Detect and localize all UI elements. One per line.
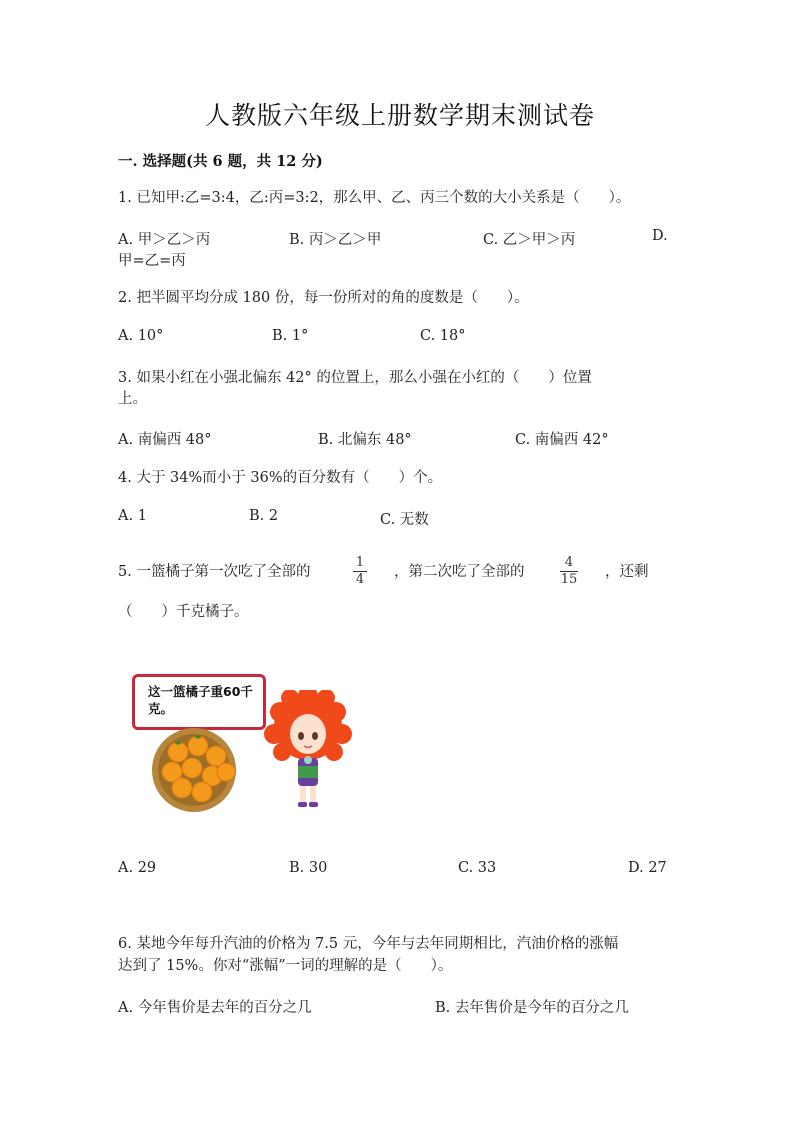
question-3-option-b: B. 北偏东 48° — [318, 432, 412, 448]
question-2-option-c: C. 18° — [420, 328, 466, 344]
question-5-option-d: D. 27 — [628, 860, 667, 876]
question-5-option-c: C. 33 — [458, 860, 497, 876]
question-6-option-a: A. 今年售价是去年的百分之几 — [118, 1000, 312, 1016]
orange-basket-illustration — [148, 722, 240, 814]
question-5-option-a: A. 29 — [118, 860, 157, 876]
question-2-text: 2. 把半圆平均分成 180 份，每一份所对的角的度数是（ ）。 — [118, 290, 529, 306]
question-6-text-line1: 6. 某地今年每升汽油的价格为 7.5 元，今年与去年同期相比，汽油价格的涨幅 — [118, 936, 619, 952]
page-title: 人教版六年级上册数学期末测试卷 — [204, 101, 595, 130]
question-1-option-d-label: D. — [652, 228, 668, 244]
question-3-option-c: C. 南偏西 42° — [515, 432, 609, 448]
question-1-option-b: B. 丙＞乙＞甲 — [289, 232, 382, 248]
fraction-four-fifteenths — [560, 556, 578, 587]
question-5-text-part3: ，还剩 — [605, 564, 649, 580]
question-5-text-part1: 5. 一篮橘子第一次吃了全部的 — [118, 564, 311, 580]
question-3-text-line2: 上。 — [118, 391, 147, 407]
question-1-option-a: A. 甲＞乙＞丙 — [118, 232, 211, 248]
fraction-one-quarter — [353, 556, 367, 587]
question-6-text-line2: 达到了 15%。你对“涨幅”一词的理解的是（ ）。 — [118, 958, 453, 974]
question-4-option-c: C. 无数 — [380, 512, 429, 528]
question-1-text: 1. 已知甲:乙=3:4，乙:丙=3:2，那么甲、乙、丙三个数的大小关系是（ ）。 — [118, 190, 631, 206]
question-4-option-b: B. 2 — [249, 508, 279, 524]
girl-character-illustration — [262, 690, 354, 814]
question-5-option-b: B. 30 — [289, 860, 328, 876]
fraction-2-denominator: 15 — [560, 572, 578, 587]
speech-bubble-text: 这一篮橘子重60千克。 — [148, 684, 253, 716]
question-3-text-line1: 3. 如果小红在小强北偏东 42° 的位置上，那么小强在小红的（ ）位置 — [118, 370, 592, 386]
fraction-1-numerator: 1 — [355, 555, 365, 570]
question-2-option-a: A. 10° — [118, 328, 164, 344]
fraction-1-denominator: 4 — [355, 572, 365, 587]
question-6-option-b: B. 去年售价是今年的百分之几 — [435, 1000, 629, 1016]
question-5-text-line2: （ ）千克橘子。 — [118, 604, 249, 620]
question-3-option-a: A. 南偏西 48° — [118, 432, 212, 448]
question-4-option-a: A. 1 — [118, 508, 147, 524]
question-4-text: 4. 大于 34%而小于 36%的百分数有（ ）个。 — [118, 470, 443, 486]
question-2-option-b: B. 1° — [272, 328, 309, 344]
section-heading: 一. 选择题(共 6 题，共 12 分) — [118, 153, 323, 170]
question-1-option-d-text: 甲=乙=丙 — [118, 253, 186, 269]
question-1-option-c: C. 乙＞甲＞丙 — [483, 232, 576, 248]
fraction-2-numerator: 4 — [564, 555, 574, 570]
question-5-text-part2: ，第二次吃了全部的 — [394, 564, 525, 580]
